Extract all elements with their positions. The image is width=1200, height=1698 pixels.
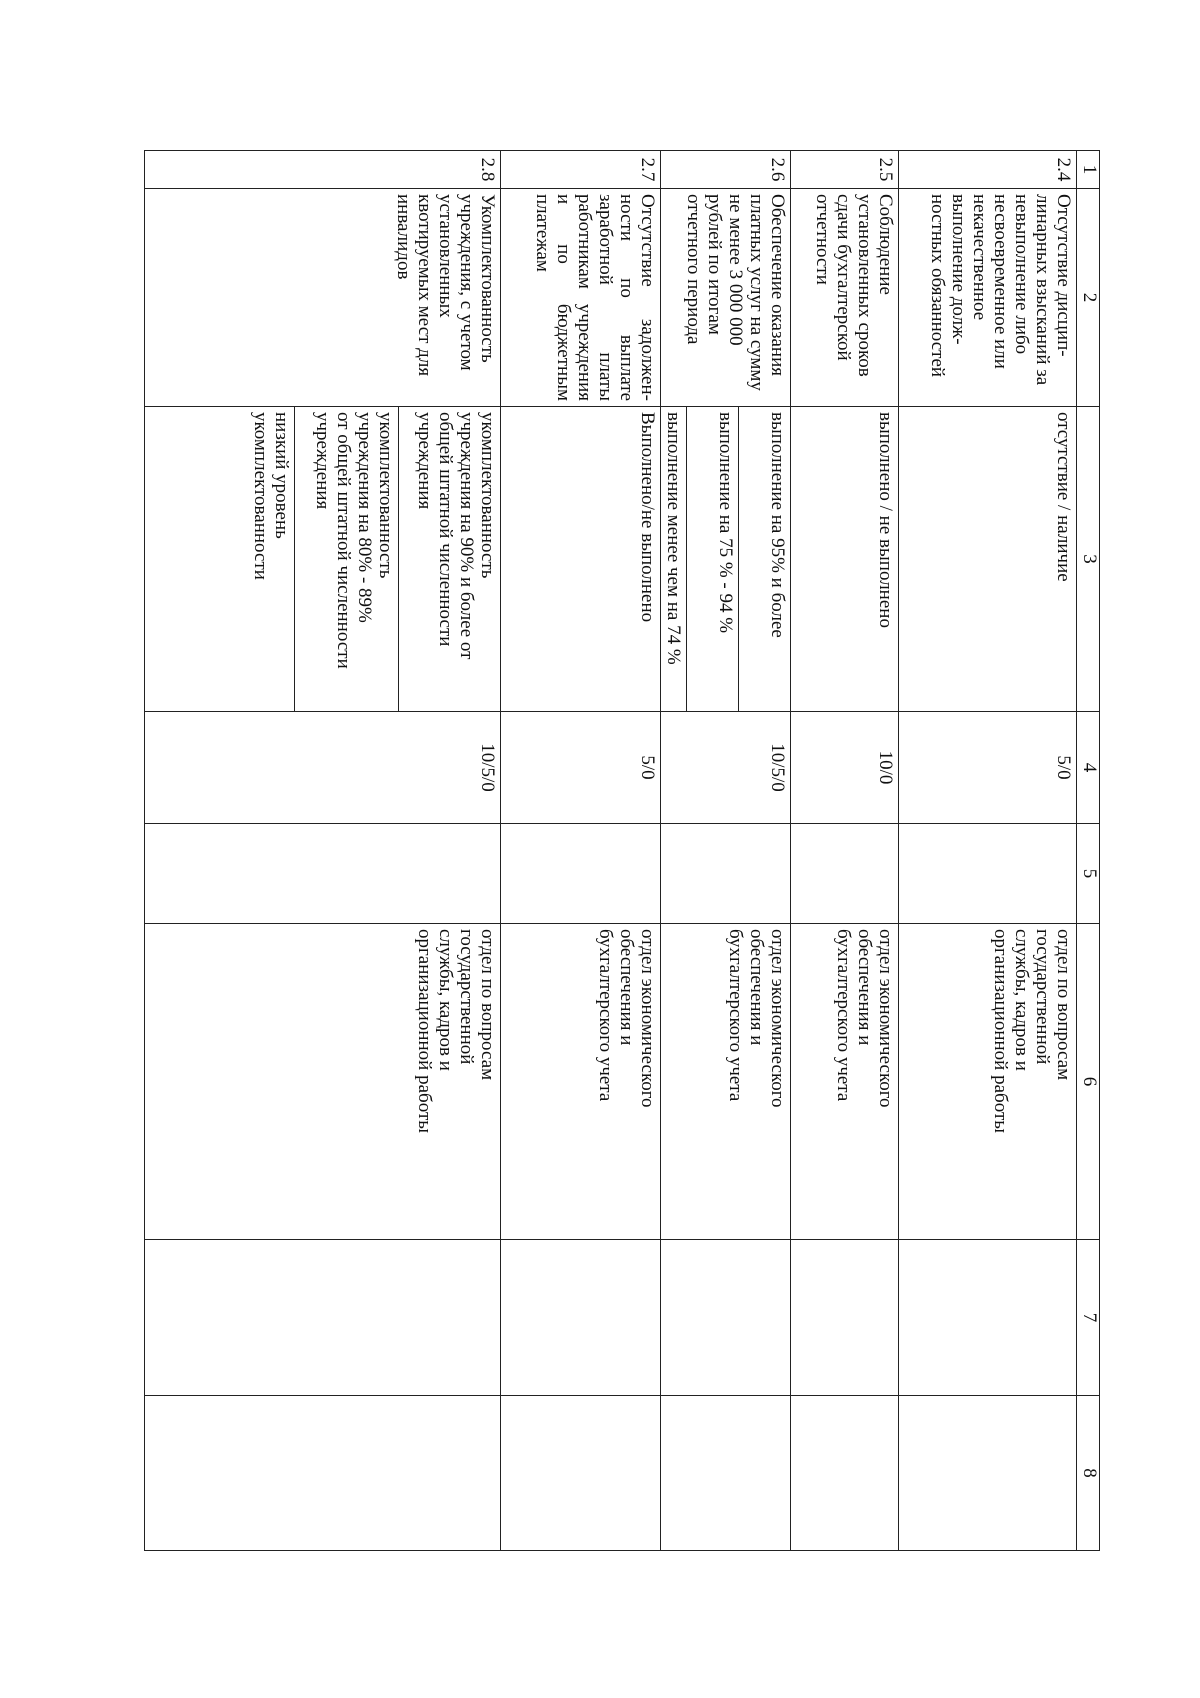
row-number: 2.8: [145, 151, 501, 189]
points-cell: 10/5/0: [661, 712, 791, 824]
row-number: 2.6: [661, 151, 791, 189]
col-header-1: 1: [1077, 151, 1100, 189]
points-cell: 10/5/0: [145, 712, 501, 824]
row-number: 2.5: [791, 151, 899, 189]
criteria-option: выполнение менее чем на 74 %: [661, 407, 687, 712]
points-cell: 10/0: [791, 712, 899, 824]
empty-cell: [145, 1396, 501, 1551]
criteria-cell: отсутствие / наличие: [899, 407, 1077, 712]
empty-cell: [145, 824, 501, 924]
empty-cell: [501, 1396, 661, 1551]
table-row: [399, 151, 501, 1551]
table-row: [899, 151, 1077, 1551]
col-header-7: 7: [1077, 1240, 1100, 1396]
empty-cell: [791, 1240, 899, 1396]
col-header-5: 5: [1077, 824, 1100, 924]
col-header-6: 6: [1077, 924, 1100, 1240]
criteria-option: укомплектованность учреждения на 80% - 89% от общей штатной численности учреждения: [295, 407, 399, 712]
indicator-cell: Обеспечение оказания платных услуг на сумму не менее 3 000 000 рублей по итогам отчетного периода: [661, 189, 791, 407]
indicator-cell: Отсутствие дисцип- линарных взысканий за невыполнение либо несвоевременное или некачественное выполнение долж- ностных обязанностей: [899, 189, 1077, 407]
responsible-cell: отдел по вопросам государственной службы, кадров и организационной работы: [145, 924, 501, 1240]
indicator-cell: Соблюдение установленных сроков сдачи бухгалтерской отчетности: [791, 189, 899, 407]
empty-cell: [899, 1396, 1077, 1551]
empty-cell: [501, 1240, 661, 1396]
row-number: 2.4: [899, 151, 1077, 189]
indicator-cell: Отсутствие задолжен-ности по выплате заработной платы работникам учреждения и по бюджетным платежам: [501, 189, 661, 407]
col-header-3: 3: [1077, 407, 1100, 712]
criteria-cell: выполнено / не выполнено: [791, 407, 899, 712]
col-header-8: 8: [1077, 1396, 1100, 1551]
rotated-table-page: [135, 150, 1100, 1550]
col-header-2: 2: [1077, 189, 1100, 407]
table-row: [791, 151, 899, 1551]
criteria-option: выполнение на 95% и более: [739, 407, 791, 712]
responsible-cell: отдел экономического обеспечения и бухгалтерского учета: [501, 924, 661, 1240]
criteria-option: выполнение на 75 % - 94 %: [687, 407, 739, 712]
points-cell: 5/0: [501, 712, 661, 824]
empty-cell: [661, 824, 791, 924]
criteria-table: [144, 150, 1100, 1551]
responsible-cell: отдел экономического обеспечения и бухгалтерского учета: [791, 924, 899, 1240]
empty-cell: [899, 824, 1077, 924]
empty-cell: [661, 1240, 791, 1396]
responsible-cell: отдел экономического обеспечения и бухгалтерского учета: [661, 924, 791, 1240]
empty-cell: [501, 824, 661, 924]
col-header-4: 4: [1077, 712, 1100, 824]
empty-cell: [899, 1240, 1077, 1396]
header-row: [1077, 151, 1100, 1551]
table-row: [501, 151, 661, 1551]
row-number: 2.7: [501, 151, 661, 189]
table-row: [739, 151, 791, 1551]
points-cell: 5/0: [899, 712, 1077, 824]
empty-cell: [791, 1396, 899, 1551]
empty-cell: [791, 824, 899, 924]
criteria-option: укомплектованность учреждения на 90% и более от общей штатной численности учреждения: [399, 407, 501, 712]
empty-cell: [145, 1240, 501, 1396]
criteria-option: низкий уровень укомплектованности: [145, 407, 295, 712]
criteria-cell: Выполнено/не выполнено: [501, 407, 661, 712]
indicator-cell: Укомплектованность учреждения, с учетом установленных квотируемых мест для инвалидов: [145, 189, 501, 407]
responsible-cell: отдел по вопросам государственной службы, кадров и организационной работы: [899, 924, 1077, 1240]
empty-cell: [661, 1396, 791, 1551]
